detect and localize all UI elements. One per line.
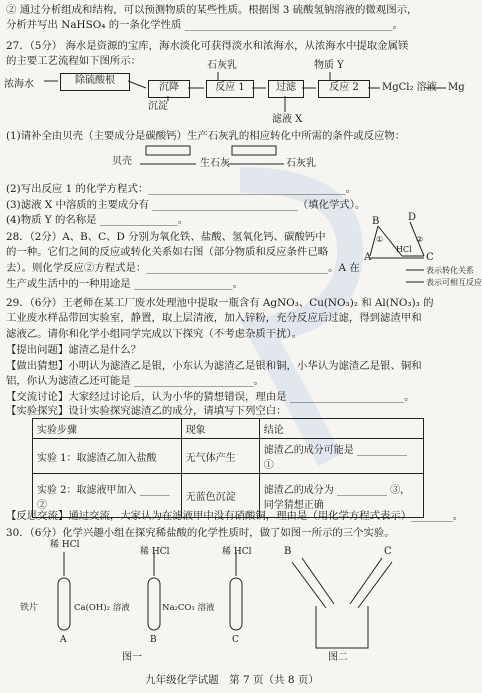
figure-two-caption: 图二 (328, 652, 348, 663)
fig2-b: B (284, 546, 292, 557)
legend-arrow: 表示转化关系 (426, 266, 474, 275)
edge-label: HCl (396, 245, 412, 254)
text-line: (3)滤液 X 中溶质的主要成分有 ____________________________（填化学式）。 (6, 199, 366, 211)
text-line: 【反思交流】通过交流，大家认为在滤液甲中没有硝酸铜，理由是（用化学方程式表示）________。 (6, 510, 464, 522)
table-header: 现象 (181, 419, 259, 439)
table-header-row (33, 419, 424, 439)
text-line: 工业废水样品带回实验室，静置，取上层清液，加入锌粉，充分反应后过滤，得到滤渣甲和 (6, 312, 422, 324)
caoh2-label: Ca(OH)₂ 溶液 (74, 603, 130, 613)
table-cell: 滤渣乙的成分可能是 __________ ① (259, 439, 423, 474)
text-line: 滤液乙。请你和化学小组同学完成以下探究（不考虑杂质干扰）。 (6, 328, 303, 340)
flow-step-2: 沉降 (148, 80, 190, 98)
question-30: 30．（6分）化学兴趣小组在探究稀盐酸的化学性质时，做了如图一所示的三个实验。 (6, 527, 395, 539)
mark-1: ① (376, 235, 384, 244)
tube-label-b: 稀 HCl (140, 547, 170, 557)
node-d: D (408, 212, 417, 223)
text-line: 生产或生活中的一种用途是 ___________________。 (6, 278, 244, 290)
text-line: 的主要工艺流程如下图所示： (6, 55, 142, 67)
flow-arrows (0, 56, 464, 126)
na2co3-label: Na₂CO₃ 溶液 (162, 603, 215, 613)
text-line: 分析并写出 NaHSO₄ 的一条化学性质 ________________________________________。 (6, 19, 403, 31)
node-b: B (372, 216, 380, 227)
tube-b: B (150, 635, 157, 645)
flow-step-3: 反应 1 (206, 80, 254, 98)
flow-precipitate: 沉淀 (148, 101, 168, 112)
question-27: 27．（5分） 海水是资源的宝库，海水淡化可获得淡水和浓海水，从浓海水中提取金属镁 (6, 40, 409, 52)
figure-one-caption: 图一 (122, 652, 142, 663)
text-line: 【交流讨论】大家经过讨论后，认为小华的猜想错误，理由是 ______________________。 (6, 391, 415, 403)
legend-line: 表示可相互反应 (426, 278, 482, 287)
text-line: (4)物质 Y 的名称是 _______________。 (6, 214, 189, 226)
tube-c: C (232, 635, 239, 645)
flow-input-a: 石灰乳 (207, 60, 237, 71)
flow-product-1: MgCl₂ 溶液 (382, 82, 437, 93)
flow-step-1: 除硫酸根 (60, 73, 130, 91)
table-cell: 滤渣乙的成分为 __________ ③，同学猜想正确 (259, 474, 423, 518)
table-cell: 实验 2：取滤液甲加入 ______ ② (33, 474, 182, 518)
node-a: A (364, 252, 372, 263)
text-line: (2)写出反应 1 的化学方程式：______________________________________。 (6, 183, 357, 195)
page-footer: 九年级化学试题 第 7 页（共 8 页） (145, 674, 319, 686)
chain-quicklime: 生石灰 (200, 158, 230, 169)
text-line: ② 通过分析组成和结构，可以预测物质的某些性质。根据图 3 硫酸氢钠溶液的微观图示， (6, 4, 418, 16)
node-c: C (426, 252, 434, 263)
flow-filtrate: 滤液 X (272, 114, 303, 125)
table-header: 实验步骤 (33, 419, 182, 439)
iron-label: 铁片 (20, 603, 39, 613)
beaker-setup (282, 548, 402, 658)
test-tubes (40, 548, 270, 648)
text-line: 【实验探究】设计实验探究滤渣乙的成分，请填写下列空白： (6, 405, 287, 417)
fig2-c: C (384, 546, 392, 557)
table-cell: 无蓝色沉淀 (181, 474, 259, 518)
flow-product-2: Mg (448, 82, 465, 93)
text-line: (1)请补全由贝壳（主要成分是碳酸钙）生产石灰乳的相应转化中所需的条件或反应物： (6, 130, 406, 142)
table-row (33, 439, 424, 474)
chain-shell: 贝壳 (112, 156, 132, 167)
flow-step-4: 过滤 (268, 80, 304, 98)
text-line: 【提出问题】滤渣乙是什么？ (6, 344, 142, 356)
question-28: 28．（2分）A、B、C、D 分别为氧化铁、盐酸、氢氧化钙、碳酸钙中 (6, 231, 326, 243)
chain-limewater: 石灰乳 (286, 158, 316, 169)
text-line: 的一种。它们之间的反应或转化关系如右图（部分物质和反应条件已略 (6, 246, 329, 258)
tube-a: A (60, 635, 67, 645)
table-header: 结论 (259, 419, 423, 439)
tube-label-a: 稀 HCl (50, 540, 80, 550)
table-cell: 实验 1：取滤渣乙加入盐酸 (33, 439, 182, 474)
flow-start: 浓海水 (4, 79, 34, 90)
mark-2: ② (416, 235, 424, 244)
experiment-table (32, 418, 424, 518)
text-line: 【做出猜想】小明认为滤渣乙是银，小东认为滤渣乙是银和铜，小华认为滤渣乙是银、铜和 (6, 360, 422, 372)
flow-step-5: 反应 2 (318, 80, 370, 98)
text-line: 去）。则化学反应②方程式是：___________________________________。A 在 (6, 262, 360, 274)
table-cell: 无气体产生 (181, 439, 259, 474)
flow-input-b: 物质 Y (314, 60, 344, 71)
tube-label-c: 稀 HCl (222, 547, 252, 557)
chain-arrows (138, 146, 298, 172)
question-29: 29．（6分）王老师在某工厂废水处理池中提取一瓶含有 AgNO₃、Cu(NO₃)₂ 和 Al(NO₃)₃ 的 (6, 297, 434, 309)
text-line: 铝，你认为滤渣乙还可能是 _______________________。 (6, 375, 264, 387)
